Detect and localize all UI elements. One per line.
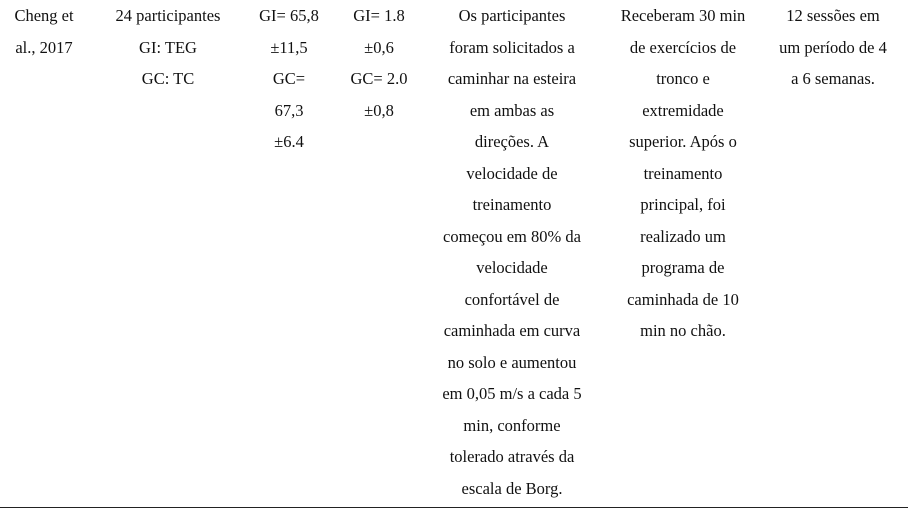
cell-line: min, conforme — [463, 415, 561, 435]
cell-line: tronco e — [656, 69, 710, 88]
cell-line: em ambas as — [469, 100, 555, 120]
cell-line: extremidade — [642, 100, 724, 120]
cell-line: caminhada de 10 — [627, 289, 739, 309]
cell-age — [248, 0, 330, 158]
cell-line: ±0,8 — [364, 100, 394, 120]
cell-line: ±6.4 — [274, 132, 304, 151]
cell-sample — [88, 0, 248, 95]
cell-control-group — [596, 0, 770, 347]
cell-protocol — [428, 0, 596, 504]
cell-line: no solo e aumentou — [447, 352, 577, 372]
cell-line: 12 sessões em — [786, 6, 880, 25]
cell-line: GC= — [272, 69, 306, 88]
cell-line: 67,3 — [274, 100, 304, 120]
cell-line: começou em 80% da — [443, 226, 581, 246]
cell-line: treinamento — [472, 195, 552, 214]
cell-line: GI= 65,8 — [259, 6, 319, 25]
cell-line: Cheng et — [14, 6, 74, 25]
cell-line: foram solicitados a — [449, 37, 575, 57]
cell-line: treinamento — [643, 163, 723, 183]
cell-line: min no chão. — [640, 321, 726, 340]
cell-line: confortável de — [464, 289, 560, 309]
cell-line: um período de 4 — [779, 37, 887, 57]
cell-line: velocidade — [476, 258, 548, 277]
cell-line: ±11,5 — [270, 37, 308, 57]
cell-line: principal, foi — [640, 195, 726, 214]
cell-line: GC= 2.0 — [350, 69, 408, 88]
cell-line: programa de — [641, 258, 725, 277]
cell-line: GI: TEG — [139, 37, 197, 57]
cell-line: tolerado através da — [449, 447, 575, 466]
cell-line: em 0,05 m/s a cada 5 — [442, 384, 582, 403]
cell-line: 24 participantes — [115, 6, 221, 25]
cell-line: velocidade de — [466, 163, 558, 183]
cell-line: Receberam 30 min — [620, 6, 746, 25]
cell-line: de exercícios de — [629, 37, 737, 57]
cell-duration — [770, 0, 896, 95]
cell-line: caminhada em curva — [443, 321, 581, 340]
cell-line: GI= 1.8 — [353, 6, 405, 25]
cell-line: caminhar na esteira — [447, 69, 577, 88]
cell-line: Os participantes — [458, 6, 566, 25]
cell-line: direções. A — [474, 132, 550, 151]
cell-time — [330, 0, 428, 126]
cell-line: GC: TC — [141, 69, 195, 88]
cell-line: al., 2017 — [15, 37, 73, 57]
cell-study — [0, 0, 88, 63]
cell-line: superior. Após o — [629, 132, 737, 151]
cell-line: realizado um — [640, 226, 726, 246]
cell-line: escala de Borg. — [461, 478, 563, 498]
cell-line: ±0,6 — [364, 37, 394, 57]
cell-line: a 6 semanas. — [791, 69, 875, 88]
table-bottom-border — [0, 507, 908, 508]
